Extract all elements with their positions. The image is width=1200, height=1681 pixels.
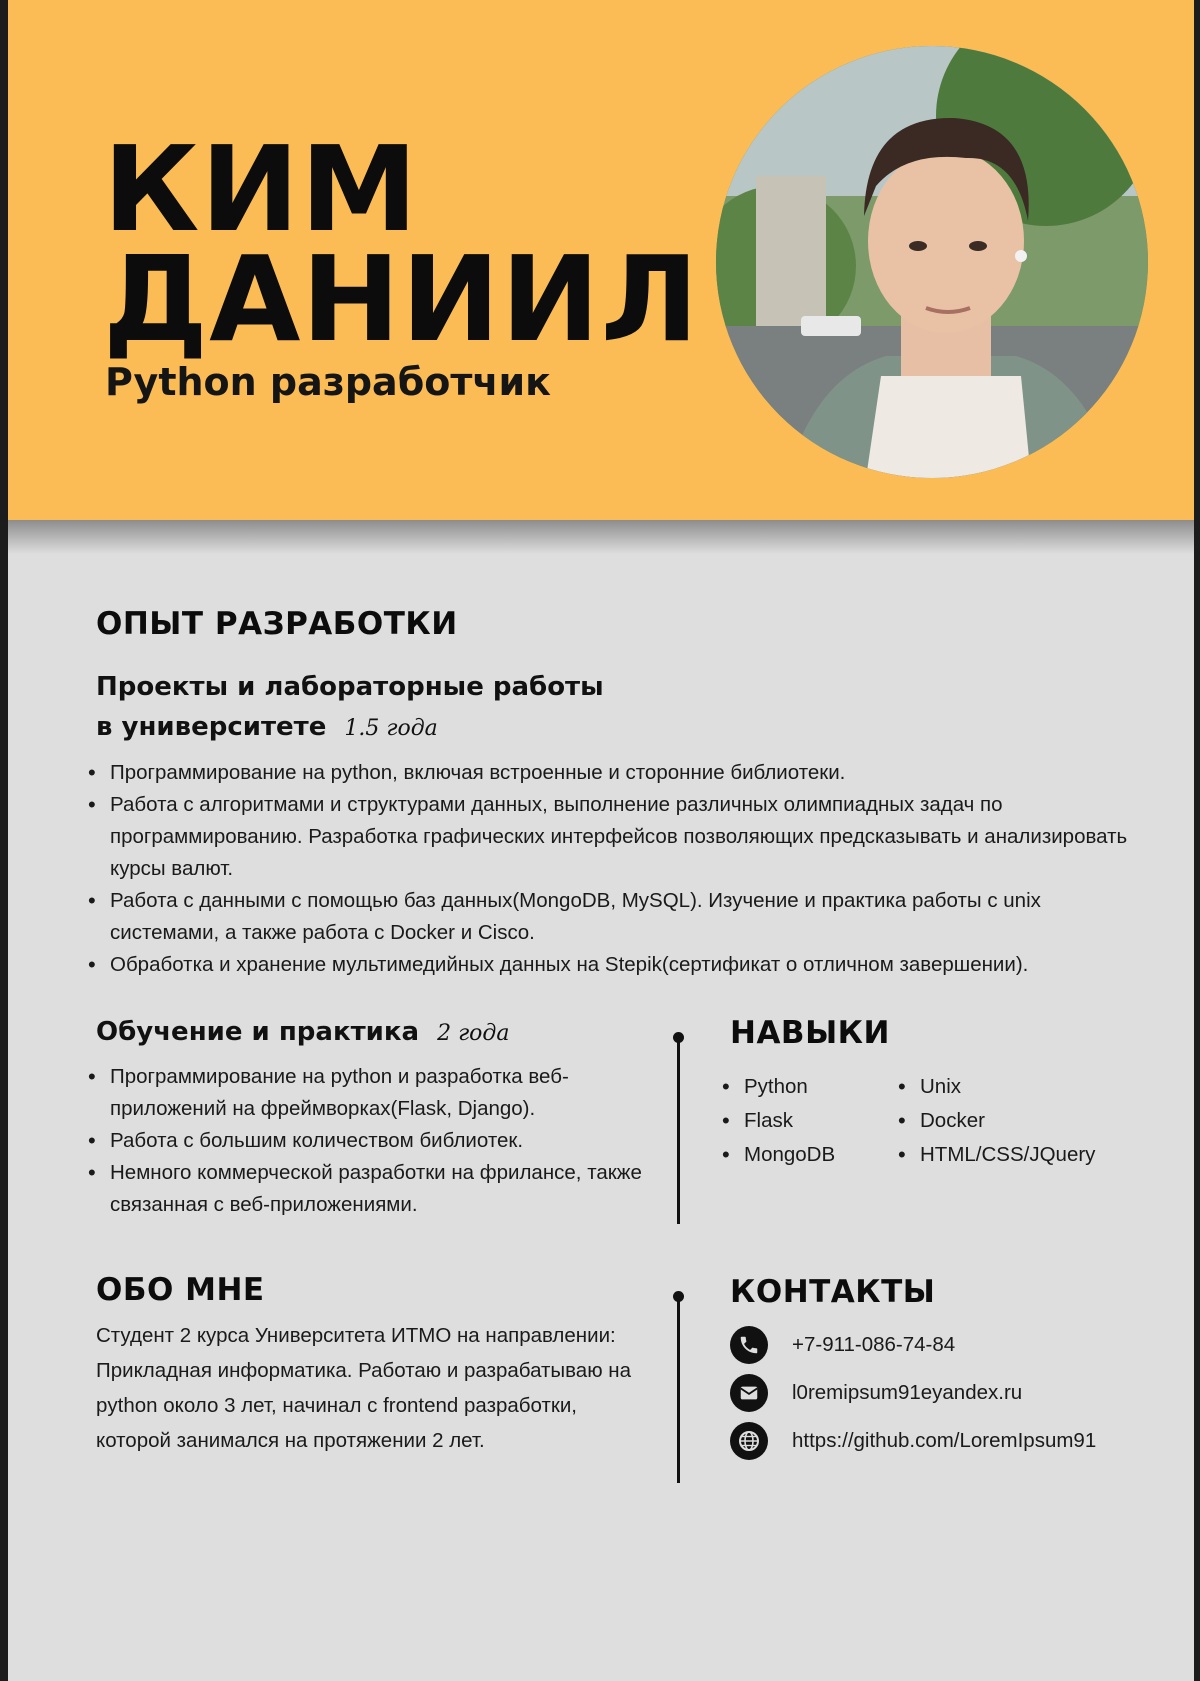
contact-phone xyxy=(730,1325,955,1365)
header-shadow xyxy=(8,520,1194,554)
divider-top xyxy=(677,1038,680,1224)
list-item: • Программирование на python, включая встроенные и сторонние библиотеки. xyxy=(88,757,1128,789)
email-text[interactable]: l0remipsum91eyandex.ru xyxy=(792,1381,1023,1404)
list-item: • Немного коммерческой разработки на фрилансе, также связанная с веб-приложениями. xyxy=(88,1157,658,1221)
projects-duration: 1.5 года xyxy=(344,716,438,741)
divider-bottom xyxy=(677,1297,680,1483)
skill-item: • Unix xyxy=(898,1070,1158,1104)
about-title: ОБО МНЕ xyxy=(96,1272,265,1308)
list-item: • Программирование на python и разработка веб-приложений на фреймворках(Flask, Django). xyxy=(88,1061,658,1125)
skill-item: • Docker xyxy=(898,1104,1158,1138)
contact-email xyxy=(730,1373,1022,1413)
experience-title: ОПЫТ РАЗРАБОТКИ xyxy=(96,606,458,642)
projects-title-line2 xyxy=(96,707,604,749)
header xyxy=(8,0,1194,520)
skill-item: • MongoDB xyxy=(722,1138,882,1172)
projects-title xyxy=(96,667,604,749)
first-name: ДАНИИЛ xyxy=(103,230,700,368)
projects-title-line1: Проекты и лабораторные работы xyxy=(96,672,604,702)
last-name: КИМ xyxy=(103,120,419,258)
skills-title: НАВЫКИ xyxy=(730,1015,890,1051)
phone-icon xyxy=(730,1326,768,1364)
globe-icon xyxy=(730,1422,768,1460)
training-title-text: Обучение и практика xyxy=(96,1017,420,1047)
list-item: • Работа с алгоритмами и структурами данных, выполнение различных олимпиадных задач по программированию. Разработка графических интерфейсов позволяющих предсказывать и анализировать курсы валют. xyxy=(88,789,1128,885)
skill-item: • HTML/CSS/JQuery xyxy=(898,1138,1158,1172)
skill-item: • Python xyxy=(722,1070,882,1104)
contacts-title: КОНТАКТЫ xyxy=(730,1274,936,1310)
list-item: • Обработка и хранение мультимедийных данных на Stepik(сертификат о отличном завершении). xyxy=(88,949,1128,981)
projects-title-line2-text: в университете xyxy=(96,712,327,742)
list-item: • Работа с большим количеством библиотек. xyxy=(88,1125,658,1157)
skill-item: • Flask xyxy=(722,1104,882,1138)
skills-col2 xyxy=(898,1070,1158,1172)
frame-right xyxy=(1194,0,1200,1681)
training-title xyxy=(96,1012,510,1054)
mail-icon xyxy=(730,1374,768,1412)
about-text: Студент 2 курса Университета ИТМО на направлении: Прикладная информатика. Работаю и разрабатываю на python около 3 лет, начинал с frontend разработки, которой занимался на протяжении 2 лет. xyxy=(96,1324,632,1452)
phone-text[interactable]: +7-911-086-74-84 xyxy=(792,1333,956,1356)
github-link[interactable]: https://github.com/LoremIpsum91 xyxy=(792,1429,1097,1452)
skills-col1 xyxy=(722,1070,882,1172)
projects-list xyxy=(88,757,1128,981)
profile-photo xyxy=(716,46,1148,478)
training-list xyxy=(88,1061,658,1221)
list-item: • Работа с данными с помощью баз данных(MongoDB, MySQL). Изучение и практика работы с unix системами, а также работа с Docker и Cisco. xyxy=(88,885,1128,949)
role-title: Python разработчик xyxy=(105,360,551,404)
frame-left xyxy=(0,0,8,1681)
contact-github xyxy=(730,1421,1096,1461)
training-duration: 2 года xyxy=(437,1021,510,1046)
